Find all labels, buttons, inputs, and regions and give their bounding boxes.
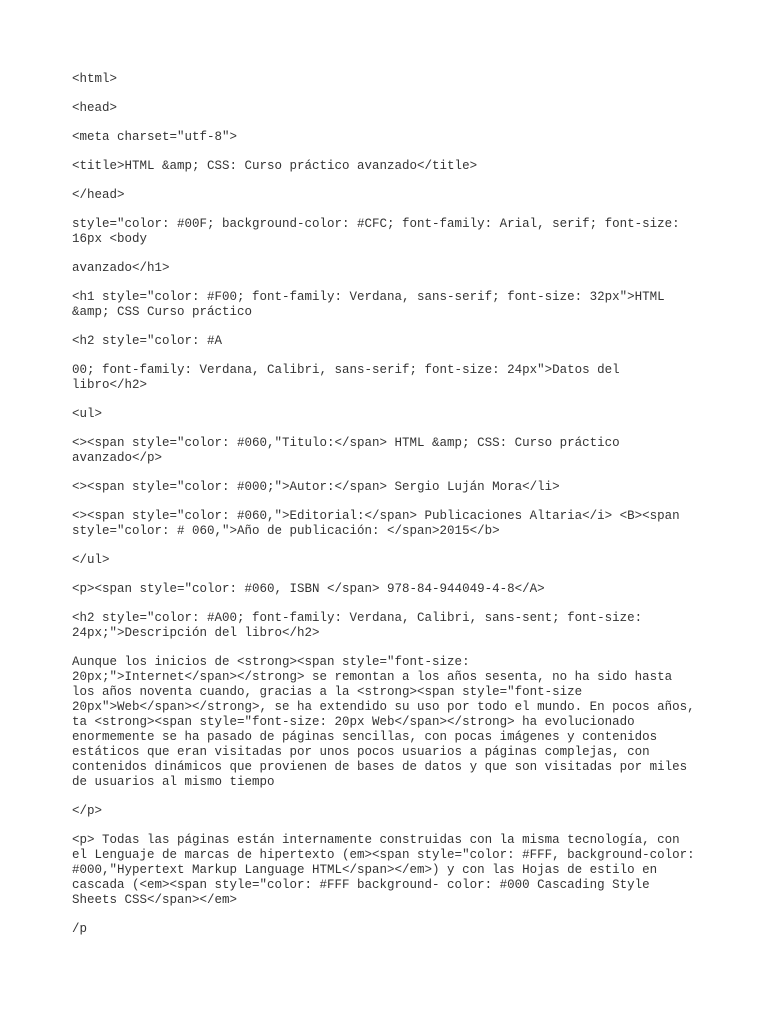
paragraph: avanzado</h1> <box>72 261 170 275</box>
paragraph: style="color: #00F; background-color: #CFC; font-family: Arial, serif; font-size: 16px <body <box>72 217 680 246</box>
document-page <box>72 72 712 951</box>
paragraph: 00; font-family: Verdana, Calibri, sans-serif; font-size: 24px">Datos del libro</h2> <box>72 363 620 392</box>
paragraph: <h2 style="color: #A <box>72 334 223 348</box>
paragraph: <p> Todas las páginas están internamente construidas con la misma tecnología, con el Lenguaje de marcas de hipertexto (em><span style="color: #FFF, background-color: #000,"Hypertext Markup Language HTML</span></em>) y con las Hojas de estilo en cascada (<em><span style="color: #FFF background- color: #000 Cascading Style Sheets CSS</span></em> <box>72 833 695 907</box>
paragraph: Aunque los inicios de <strong><span style="font-size: 20px;">Internet</span></strong> se remontan a los años sesenta, no ha sido hasta los años noventa cuando, gracias a la <strong><span style="font-size 20px">Web</span></strong>, se ha extendido su uso por todo el mundo. En pocos años, ta <strong><span style="font-size: 20px Web</span></strong> ha evolucionado enormemente se ha pasado de páginas sencillas, con pocas imágenes y contenidos estáticos que eran visitadas por unos pocos usuarios a páginas complejas, con contenidos dinámicos que provienen de bases de datos y que son visitadas por miles de usuarios al mismo tiempo <box>72 655 695 789</box>
paragraph: <head> <box>72 101 118 115</box>
paragraph: /p <box>72 922 88 936</box>
paragraph: <><span style="color: #000;">Autor:</span> Sergio Luján Mora</li> <box>72 480 560 494</box>
paragraph: </head> <box>72 188 125 202</box>
paragraph: </p> <box>72 804 103 818</box>
paragraph: <p><span style="color: #060, ISBN </span> 978-84-944049-4-8</A> <box>72 582 545 596</box>
paragraph: <html> <box>72 72 118 86</box>
paragraph: <meta charset="utf-8"> <box>72 130 238 144</box>
paragraph: <title>HTML &amp; CSS: Curso práctico avanzado</title> <box>72 159 478 173</box>
paragraph: <><span style="color: #060,">Editorial:</span> Publicaciones Altaria</i> <B><span style="color: # 060,">Año de publicación: </span>2015</b> <box>72 509 680 538</box>
paragraph: <ul> <box>72 407 103 421</box>
paragraph: <><span style="color: #060,"Titulo:</span> HTML &amp; CSS: Curso práctico avanzado</p> <box>72 436 620 465</box>
paragraph: <h2 style="color: #A00; font-family: Verdana, Calibri, sans-sent; font-size: 24px;">Descripción del libro</h2> <box>72 611 643 640</box>
paragraph: <h1 style="color: #F00; font-family: Verdana, sans-serif; font-size: 32px">HTML &amp; CSS Curso práctico <box>72 290 665 319</box>
paragraph: </ul> <box>72 553 110 567</box>
